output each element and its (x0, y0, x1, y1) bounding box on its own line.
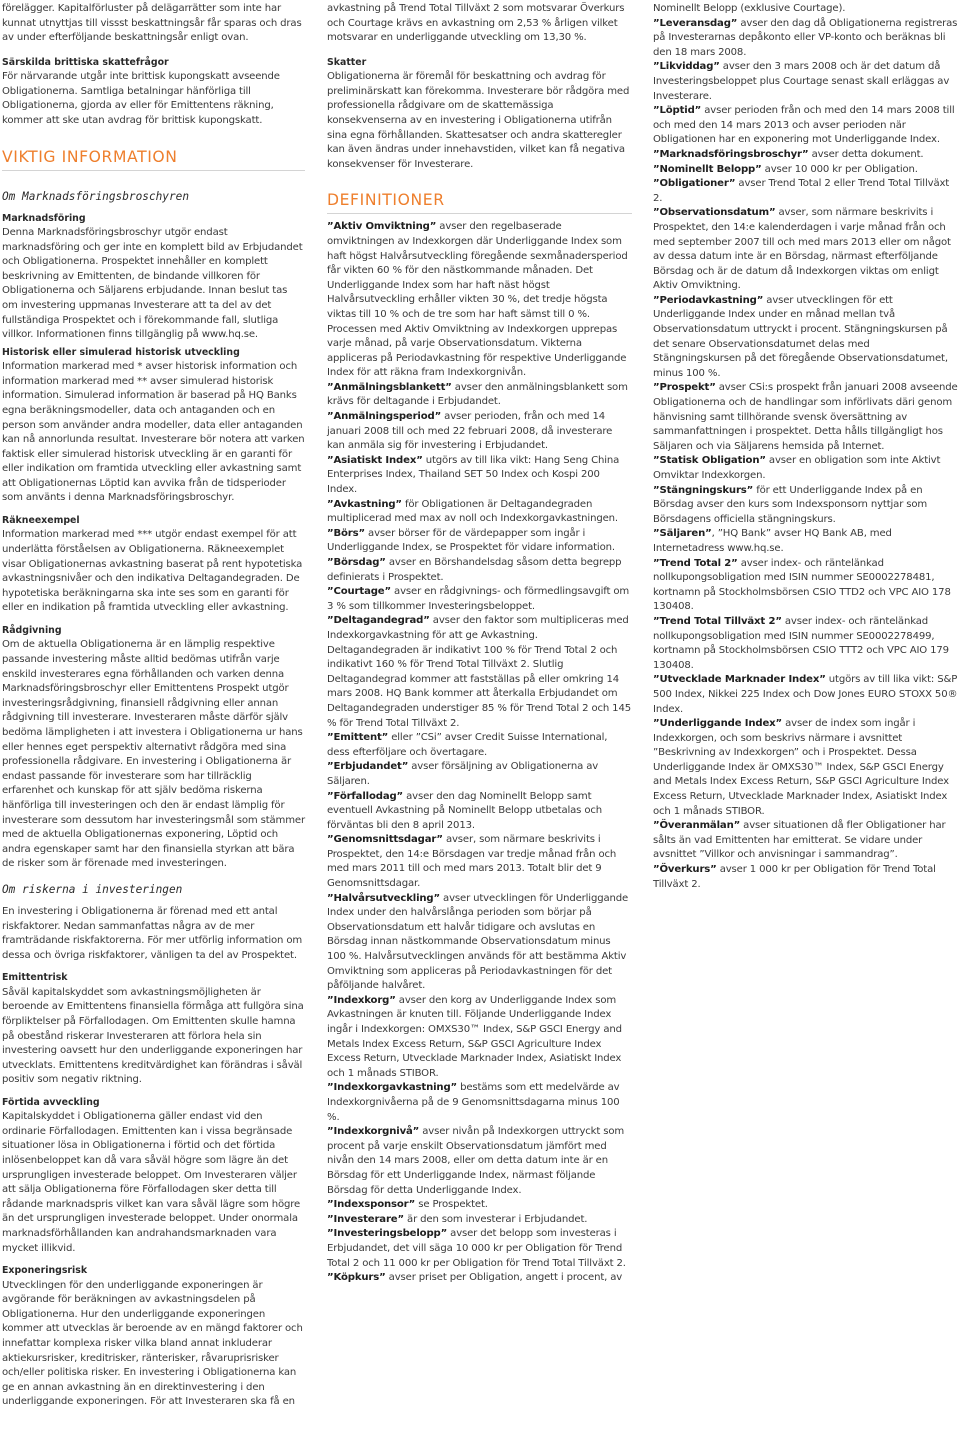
about-heading: Om Marknadsföringsbroschyren (2, 189, 190, 203)
definition-text: avser nivån på Indexkorgen uttryckt som procent på varje enskilt Observationsdatum jämfört med nivån den 14 mars 2008, eller om detta datum inte är en Börsdag för ett Underliggande Index, närmast följande Börsdag för detta Underliggande Index. (327, 1126, 625, 1196)
definition-item (327, 527, 632, 556)
history-text: Information markerad med * avser historisk information och information markerad med ** avser simulerad historisk information. Simulerad information är baserad på HQ Banks egna beräkningsmodeller, data och antaganden och en person som använder andra modeller, data eller antaganden kan nå annorlunda resultat. Investerare bör notera att varken faktisk eller simulerad historisk utveckling är en garanti för eller indikation om framtida utveckling eller avkastning samt att Obligationernas Löptid kan avvika från de tidsperioder som använts i denna Marknadsföringsbroschyr. (2, 361, 305, 504)
column-right (653, 0, 958, 892)
definition-text: avser utvecklingen för Underliggande Index under den halvårslånga perioden som börjar på Observationsdatum ett halvår tidigare och avslutas en Börsdag innan nästkommande Observationsdatum minus 100 %. Halvårsutvecklingen används för att bestämma Aktiv Omviktning som appliceras på Periodavkastningen för det påföljande halvåret. (327, 892, 629, 992)
definition-text: avser index- och räntelänkad nollkupongsobligation med ISIN nummer SE0002278499, kortnamn på Stockholmsbörsen CSIO TTT2 och VPC AIO 179 130408. (653, 615, 949, 671)
marketing-text: Denna Marknadsföringsbroschyr utgör endast marknadsföring och ger inte en komplett bild av Erbjudandet och Obligationerna. Prospektet innehåller en komplett beskrivning av Emittenten, de bindande villkoren för Obligationerna och Säljarens erbjudande. Innan beslut tas om investering uppmanas Investerare att ta del av det fullständiga Prospektet och i förekommande fall, slutliga villkor. Informationen finns tillgänglig på www.hq.se. (2, 226, 303, 341)
definition-text: avser försäljning av Obligationerna av Säljaren. (327, 761, 599, 787)
definition-item (327, 556, 632, 585)
definition-text: avser perioden, från och med 14 januari 2008 till och med 22 februari 2008, då investerare kan anmäla sig för investering i Erbjudandet. (327, 411, 613, 452)
definition-item (327, 731, 632, 760)
definition-item (653, 615, 958, 673)
brit-tax-heading: Särskilda brittiska skattefrågor (2, 56, 169, 68)
definition-item (327, 1213, 632, 1228)
definition-item (653, 557, 958, 615)
advice-text: Om de aktuella Obligationerna är en lämplig respektive passande investering måste alltid bedömas utifrån varje enskild investerares egna förhållanden och varken denna Marknadsföringsbroschyr eller Emittentens Prospekt utgör investeringsrådgivning, finansiell rådgivning eller annan rådgivning till investerare. Investeraren måste därför själv bedöma lämpligheten i att investera i Obligationerna ur hans eller hennes eget perspektiv alternativt rådgöra med sina professionella rådgivare. En investering i Obligationerna är endast passande för investerare som har tillräcklig erfarenhet och kunskap för att själv bedöma riskerna hänförliga till investeringen och den är endast lämplig för investerare som dessutom har investeringsmål som stämmer med de aktuella Obligationernas exponering, Löptid och andra egenskaper samt har den finansiella styrkan att bära de risker som är förenade med investeringen. (2, 639, 305, 870)
issuer-risk-heading: Emittentrisk (2, 972, 68, 984)
definition-text: avser index- och räntelänkad nollkupongsobligation med ISIN nummer SE0002278481, kortnamn på Stockholmsbörsen CSIO TTD2 och VPC AIO 178 130408. (653, 557, 951, 613)
definition-term: ”Börs” (327, 527, 365, 539)
definition-term: ”Anmälningsperiod” (327, 411, 442, 423)
definition-text: bestäms som ett medelvärde av Indexkorgnivåerna på de 9 Genomsnittsdagarna minus 100 %. (327, 1082, 620, 1123)
calc-heading: Räkneexempel (2, 515, 80, 527)
column-middle (327, 0, 632, 1286)
definition-text: avser en Börshandelsdag såsom detta begrepp definierats i Prospektet. (327, 557, 622, 583)
definition-text: se Prospektet. (415, 1199, 488, 1211)
definition-item (327, 760, 632, 789)
definition-term: ”Erbjudandet” (327, 761, 409, 773)
definition-text: är den som investerar i Erbjudandet. (403, 1213, 588, 1225)
definition-text: avser utvecklingen för ett Underliggande Index under en månad mellan två Observationsdatum uttryckt i procent. Stängningskursen på det senare Observationsdatumet delas med Stängningskursen på det föregående Observationsdatumet, minus 100 %. (653, 294, 948, 379)
definition-item (327, 1227, 632, 1271)
nominal-intro-text: Nominellt Belopp (exklusive Courtage). (653, 3, 846, 14)
exposure-risk-heading: Exponeringsrisk (2, 1265, 88, 1277)
definition-term: ”Statisk Obligation” (653, 455, 766, 467)
definition-term: ”Underliggande Index” (653, 718, 783, 730)
definition-term: ”Investeringsbelopp” (327, 1228, 448, 1240)
definition-term: ”Halvårsutveckling” (327, 892, 440, 904)
definition-term: ”Deltagandegrad” (327, 615, 430, 627)
risk-heading: Om riskerna i investeringen (2, 882, 183, 896)
definition-term: ”Observationsdatum” (653, 207, 776, 219)
definition-item (327, 1198, 632, 1213)
definition-term: ”Löptid” (653, 105, 702, 117)
definition-term: ”Prospekt” (653, 382, 716, 394)
definition-text: avser det belopp som investeras i Erbjudandet, det vill säga 10 000 kr per Obligation för Trend Total 2 och 11 000 kr per Obligation för Trend Total Tillväxt 2. (327, 1228, 626, 1269)
definition-item (327, 1125, 632, 1198)
definition-text: avser den anmälningsblankett som krävs för deltagande i Erbjudandet. (327, 381, 628, 408)
definition-item (653, 484, 958, 528)
definition-term: ”Börsdag” (327, 557, 386, 568)
definition-item (327, 790, 632, 834)
definition-term: ”Aktiv Omviktning” (327, 221, 437, 233)
definition-text: för ett Underliggande Index på en Börsdag avser den kurs som Indexsponsorn nyttjar som Börsdagens officiella stängningskurs. (653, 484, 928, 525)
definition-item (327, 833, 632, 891)
definition-term: ”Marknadsföringsbroschyr” (653, 148, 809, 160)
definition-item (653, 381, 958, 454)
definition-term: ”Genomsnittsdagar” (327, 834, 443, 846)
exposure-risk-text: Utvecklingen för den underliggande exponeringen är avgörande för beräkningen av avkastningsdelen på Obligationerna. Hur den underliggande exponeringen kommer att utvecklas är beroende av en mängd faktorer och innefattar komplexa risker vilka bland annat inkluderar aktiekursrisker, kreditrisker, ränterisker, råvaruprisrisker och/eller politiska risker. En investering i Obligationerna kan ge en annan avkastning än en direktinvestering i den underliggande exponeringen. För att Investeraren ska få en (2, 1279, 303, 1408)
definition-term: ”Nominellt Belopp” (653, 163, 762, 175)
definitions-heading: DEFINITIONER (327, 191, 445, 210)
definition-text: avser perioden från och med den 14 mars 2008 till och med den 14 mars 2013 och avser perioden när Obligationen har en exponering mot Underliggande Index. (653, 105, 955, 146)
early-redemption-heading: Förtida avveckling (2, 1096, 100, 1108)
definition-text: avser börser för de värdepapper som ingår i Underliggande Index, se Prospektet för vidare information. (327, 527, 615, 554)
definition-term: ”Indexkorgavkastning” (327, 1082, 458, 1094)
definition-text: eller ”CSi” avser Credit Suisse International, dess efterföljare och övertagare. (327, 732, 608, 758)
definition-item (653, 60, 958, 104)
definition-term: ”Avkastning” (327, 498, 402, 510)
definition-item (327, 892, 632, 994)
definition-term: ”Asiatiskt Index” (327, 454, 423, 466)
definition-text: avser en rådgivnings- och förmedlingsavgift om 3 % som tillkommer Investeringsbeloppet. (327, 586, 630, 612)
tax-intro-text: förelägger. Kapitalförluster på delägarrätter som inte har kunnat utnyttjas till vissst beskattningsår får sparas och dras av under efterföljande beskattningsår enligt ovan. (2, 3, 302, 44)
definition-text: avser priset per Obligation, angett i procent, av (385, 1272, 623, 1284)
definition-term: ”Periodavkastning” (653, 294, 764, 306)
definition-item (327, 220, 632, 381)
definition-text: utgörs av till lika vikt: S&P 500 Index, Nikkei 225 Index och Dow Jones EURO STOXX 50® Index. (653, 674, 958, 715)
definition-item (653, 717, 958, 819)
risk-text: En investering i Obligationerna är förenad med ett antal riskfaktorer. Nedan sammanfattas några av de mer framträdande riskfaktorerna. För mer utförlig information om dessa och övriga riskfaktorer, vänligen ta del av Prospektet. (2, 905, 303, 961)
issuer-risk-text: Såväl kapitalskyddet som avkastningsmöjligheten är beroende av Emittentens finansiella förmåga att fullgöra sina förpliktelser på Förfallodagen. Om Emittenten skulle hamna på obestånd riskerar Investeraren att förlora hela sin investering oavsett hur den underliggande exponeringen har utvecklats. Emittentens kreditvärdighet kan förändras i såväl positiv som negativ riktning. (2, 986, 304, 1086)
definitions-heading-block (327, 190, 632, 214)
definition-term: ”Trend Total 2” (653, 557, 738, 569)
definition-term: ”Överkurs” (653, 864, 717, 876)
definition-term: ”Säljaren” (653, 528, 712, 540)
definition-item (653, 454, 958, 483)
early-redemption-text: Kapitalskyddet i Obligationerna gäller endast vid den ordinarie Förfallodagen. Emittenten kan i vissa begränsade situationer lösa in Obligationerna i förtid och det förtida inlösenbeloppet kan då vara såväl högre som lägre än det ursprungligen investerade beloppet. Om Investeraren väljer att sälja Obligationerna före Förfallodagen sker detta till rådande marknadspris vilket kan vara såväl lägre som högre än det ursprungligen investerade beloppet. Under onormala marknadsförhållanden kan andrahandsmarknaden vara mycket illikvid. (2, 1111, 301, 1254)
heading-rule (2, 170, 305, 171)
tax-heading: Skatter (327, 56, 367, 68)
definitions-list-middle (327, 220, 632, 1285)
definition-term: ”Emittent” (327, 732, 389, 744)
definition-item (653, 177, 958, 206)
definition-item (327, 381, 632, 410)
definition-text: för Obligationen är Deltagandegraden multiplicerad med max av noll och Indexkorgavkastningen. (327, 498, 618, 525)
definition-item (653, 294, 958, 382)
definition-item (653, 527, 958, 556)
main-heading: VIKTIG INFORMATION (2, 147, 178, 166)
definition-text: avser CSi:s prospekt från januari 2008 avseende Obligationerna och de handlingar som införlivats däri genom hänvisning samt tillhörande svensk översättning av sammanfattningen i prospektet. Detta hålls tillgängligt hos Säljaren och via Säljarens hemsida på Internet. (653, 382, 958, 452)
definition-text: avser en obligation som inte Aktivt Omviktar Indexkorgen. (653, 455, 941, 481)
definition-text: , ”HQ Bank” avser HQ Bank AB, med Internetadress www.hq.se. (653, 528, 892, 554)
definition-item (653, 863, 958, 892)
definition-item (653, 819, 958, 863)
definition-text: avser de index som ingår i Indexkorgen, och som beskrivs närmare i avsnittet ”Beskrivning av Indexkorgen” och i Prospektet. Dessa Underliggande Index är OMXS30™ Index, S&P GSCI Energy and Metals Index Excess Return, S&P GSCI Agriculture Index Excess Return, Utvecklade Marknader Index, Asiatiskt Index och 1 månads STIBOR. (653, 718, 949, 817)
definition-item (653, 104, 958, 148)
heading-rule (327, 213, 632, 214)
definition-text: avser, som närmare beskrivits i Prospektet, den 14:e kalenderdagen i varje månad från och med september 2007 till och med mars 2013 eller om något av dessa datum inte är en Börsdag, närmast efterföljande Börsdag och är de datum då Indexkorgen viktas om enligt Aktiv Omviktning. (653, 207, 951, 292)
marketing-heading: Marknadsföring (2, 212, 86, 224)
definition-item (327, 585, 632, 614)
tax-text: Obligationerna är föremål för beskattning och avdrag för preliminärskatt kan förekomma. Investerare bör rådgöra med professionella rådgivare om de skattemässiga konsekvenserna av en investering i Obligationerna utifrån sina egna förhållanden. Skattesatser och andra skatteregler kan även ändras under innehavstiden, vilket kan få negativa konsekvenser för Investerare. (327, 71, 630, 170)
definition-text: avser den korg av Underliggande Index som Avkastningen är knuten till. Följande Underliggande Index ingår i Indexkorgen: OMXS30™ Index, S&P GSCI Energy and Metals Index Excess Return, S&P GSCI Agriculture Index Excess Return, Utvecklade Marknader Index, Asiatiskt Index och 1 månads STIBOR. (327, 994, 622, 1079)
definition-term: ”Överanmälan” (653, 820, 741, 832)
definition-term: ”Utvecklade Marknader Index” (653, 674, 826, 686)
column-left (2, 0, 305, 1410)
advice-heading: Rådgivning (2, 625, 62, 637)
definition-term: ”Indexkorg” (327, 994, 396, 1006)
definition-text: avser Trend Total 2 eller Trend Total Tillväxt 2. (653, 178, 950, 204)
brit-tax-text: För närvarande utgår inte brittisk kupongskatt avseende Obligationerna. Samtliga betalningar hänförliga till Obligationerna, gjorda av eller för Emittentens räkning, kommer att ske utan avdrag för brittisk kupongskatt. (2, 71, 280, 126)
definition-term: ”Förfallodag” (327, 790, 404, 802)
definition-text: avser den faktor som multipliceras med Indexkorgavkastning för att ge Avkastning. Deltagandegraden är indikativt 100 % för Trend Total 2 och indikativt 160 % för Trend Total Tillväxt 2. Slutlig Deltagandegrad kommer att fastställas på eller omkring 14 mars 2008. HQ Bank kommer att återkalla Erbjudandet om Deltagandegraden understiger 85 % för Trend Total 2 och 145 % för Trend Total Tillväxt 2. (327, 615, 631, 729)
definition-item (653, 148, 958, 163)
definition-text: avser 1 000 kr per Obligation för Trend Total Tillväxt 2. (653, 864, 936, 890)
definition-text: avser situationen då fler Obligationer har sålts än vad Emittenten har emitterat. Se vidare under avsnittet ”Villkor och anvisningar i sammandrag”. (653, 820, 946, 861)
definition-text: avser den 3 mars 2008 och är det datum då Investeringsbeloppet plus Courtage senast skall erläggas av Investerare. (653, 61, 950, 102)
definition-text: avser detta dokument. (808, 148, 924, 160)
definition-item (327, 498, 632, 527)
definition-item (327, 454, 632, 498)
definition-term: ”Leveransdag” (653, 17, 738, 29)
calc-text: Information markerad med *** utgör endast exempel för att underlätta förståelsen av Obligationerna. Räkneexemplet visar Obligationernas avkastning baserat på rent hypotetiska avkastningsnivåer och den indikativa Deltagandegraden. De hypotetiska beräkningarna ska inte ses som en garanti för eller en indikation på framtida utveckling eller avkastning. (2, 529, 303, 614)
definition-item (327, 1081, 632, 1125)
definition-item (653, 206, 958, 294)
definition-text: avser den dag Nominellt Belopp samt eventuell Avkastning på Nominellt Belopp utbetalas och förväntas bli den 8 april 2013. (327, 790, 603, 831)
definition-term: ”Indexkorgnivå” (327, 1126, 420, 1138)
definition-term: ”Trend Total Tillväxt 2” (653, 615, 782, 627)
definition-item (327, 1271, 632, 1286)
definition-item (327, 410, 632, 454)
definitions-list-right (653, 17, 958, 893)
definition-text: utgörs av till lika vikt: Hang Seng China Enterprises Index, Thailand SET 50 Index och Kospi 200 Index. (327, 454, 620, 496)
definition-text: avser, som närmare beskrivits i Prospektet, den 14:e Börsdagen var tredje månad från och med mars 2011 till och med mars 2013. Totalt blir det 9 Genomsnittsdagar. (327, 834, 617, 890)
main-heading-block (2, 147, 305, 171)
definition-text: avser den dag då Obligationerna registreras på Investerarnas depåkonto eller VP-konto och beräknas bli den 18 mars 2008. (653, 17, 958, 58)
definition-term: ”Investerare” (327, 1213, 404, 1225)
definition-text: avser 10 000 kr per Obligation. (761, 163, 918, 175)
definition-item (327, 614, 632, 731)
definition-item (327, 994, 632, 1082)
definition-item (653, 163, 958, 178)
definition-text: avser den regelbaserade omviktningen av Indexkorgen där Underliggande Index som haft högst Halvårsutveckling föregående sexmånadersperiod får vikten 60 % för den nästkommande månaden. Det Underliggande Index som har haft näst högst Halvårsutveckling erhåller vikten 30 %, det tredje högsta viktas till 10 % och de tre som har haft sämst till 0 %. Processen med Aktiv Omviktning av Indexkorgen upprepas varje månad, på varje Observationsdatum. Vikterna appliceras på Periodavkastning för respektive Underliggande Index för att räkna fram Indexkorgnivån. (327, 221, 628, 379)
definition-item (653, 17, 958, 61)
definition-term: ”Likviddag” (653, 61, 720, 73)
definition-term: ”Stängningskurs” (653, 484, 754, 496)
return-intro-text: avkastning på Trend Total Tillväxt 2 som motsvarar Överkurs och Courtage krävs en avkastning om 2,53 % årligen vilket motsvarar en underliggande utveckling om 13,30 %. (327, 3, 625, 44)
definition-term: ”Courtage” (327, 586, 391, 598)
definition-term: ”Köpkurs” (327, 1272, 386, 1284)
definition-term: ”Indexsponsor” (327, 1199, 416, 1211)
definition-item (653, 673, 958, 717)
definition-term: ”Anmälningsblankett” (327, 381, 452, 393)
history-heading: Historisk eller simulerad historisk utveckling (2, 346, 240, 358)
definition-term: ”Obligationer” (653, 178, 736, 190)
